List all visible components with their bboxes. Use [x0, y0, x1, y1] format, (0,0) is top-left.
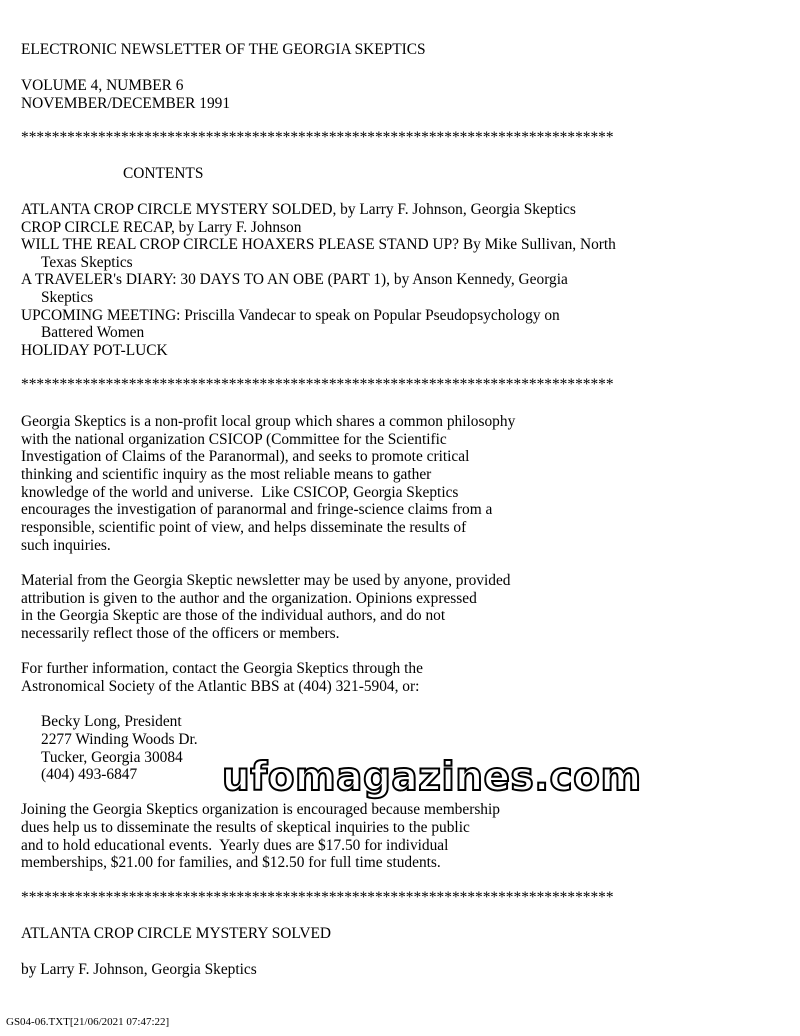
material-paragraph-line: Material from the Georgia Skeptic newsletter may be used by anyone, provided — [21, 572, 511, 589]
address-line: Becky Long, President — [41, 713, 182, 730]
about-paragraph-line: with the national organization CSICOP (Committee for the Scientific — [21, 431, 447, 448]
contents-item: A TRAVELER's DIARY: 30 DAYS TO AN OBE (PART 1), by Anson Kennedy, Georgia — [21, 271, 568, 288]
article-byline: by Larry F. Johnson, Georgia Skeptics — [21, 961, 257, 978]
material-paragraph-line: in the Georgia Skeptic are those of the individual authors, and do not — [21, 607, 446, 624]
about-paragraph-line: Investigation of Claims of the Paranormal), and seeks to promote critical — [21, 448, 470, 465]
watermark-text: ufomagazines.com — [222, 755, 642, 800]
contents-item: WILL THE REAL CROP CIRCLE HOAXERS PLEASE STAND UP? By Mike Sullivan, North — [21, 236, 616, 253]
contents-item: HOLIDAY POT-LUCK — [21, 342, 168, 359]
article-title: ATLANTA CROP CIRCLE MYSTERY SOLVED — [21, 925, 332, 942]
address-line: 2277 Winding Woods Dr. — [41, 731, 198, 748]
about-paragraph-line: knowledge of the world and universe. Like CSICOP, Georgia Skeptics — [21, 484, 459, 501]
contents-item-continued: Battered Women — [41, 324, 145, 341]
page-footer: GS04-06.TXT[21/06/2021 07:47:22] — [6, 1016, 170, 1028]
contents-heading: CONTENTS — [123, 165, 204, 182]
material-paragraph-line: attribution is given to the author and the organization. Opinions expressed — [21, 590, 477, 607]
address-line: Tucker, Georgia 30084 — [41, 749, 183, 766]
about-paragraph-line: Georgia Skeptics is a non-profit local group which shares a common philosophy — [21, 413, 516, 430]
about-paragraph-line: encourages the investigation of paranormal and fringe-science claims from a — [21, 501, 493, 518]
about-paragraph-line: responsible, scientific point of view, and helps disseminate the results of — [21, 519, 467, 536]
contact-paragraph-line: Astronomical Society of the Atlantic BBS at (404) 321-5904, or: — [21, 678, 420, 695]
volume-number: VOLUME 4, NUMBER 6 — [21, 77, 184, 94]
issue-date: NOVEMBER/DECEMBER 1991 — [21, 95, 231, 112]
separator-line: ***************************************************************************** — [21, 889, 614, 906]
separator-line: ***************************************************************************** — [21, 376, 614, 393]
separator-line: ***************************************************************************** — [21, 129, 614, 146]
membership-paragraph-line: dues help us to disseminate the results of skeptical inquiries to the public — [21, 819, 470, 836]
contents-item-continued: Texas Skeptics — [41, 254, 133, 271]
about-paragraph-line: such inquiries. — [21, 537, 111, 554]
membership-paragraph-line: and to hold educational events. Yearly dues are $17.50 for individual — [21, 837, 449, 854]
address-line: (404) 493-6847 — [41, 766, 138, 783]
membership-paragraph-line: Joining the Georgia Skeptics organization is encouraged because membership — [21, 801, 500, 818]
contents-item: UPCOMING MEETING: Priscilla Vandecar to speak on Popular Pseudopsychology on — [21, 307, 560, 324]
membership-paragraph-line: memberships, $21.00 for families, and $12.50 for full time students. — [21, 854, 441, 871]
newsletter-title: ELECTRONIC NEWSLETTER OF THE GEORGIA SKEPTICS — [21, 41, 426, 58]
contact-paragraph-line: For further information, contact the Georgia Skeptics through the — [21, 660, 423, 677]
contents-item-continued: Skeptics — [41, 289, 94, 306]
contents-item: ATLANTA CROP CIRCLE MYSTERY SOLDED, by Larry F. Johnson, Georgia Skeptics — [21, 201, 576, 218]
about-paragraph-line: thinking and scientific inquiry as the most reliable means to gather — [21, 466, 432, 483]
contents-item: CROP CIRCLE RECAP, by Larry F. Johnson — [21, 219, 302, 236]
material-paragraph-line: necessarily reflect those of the officers or members. — [21, 625, 340, 642]
